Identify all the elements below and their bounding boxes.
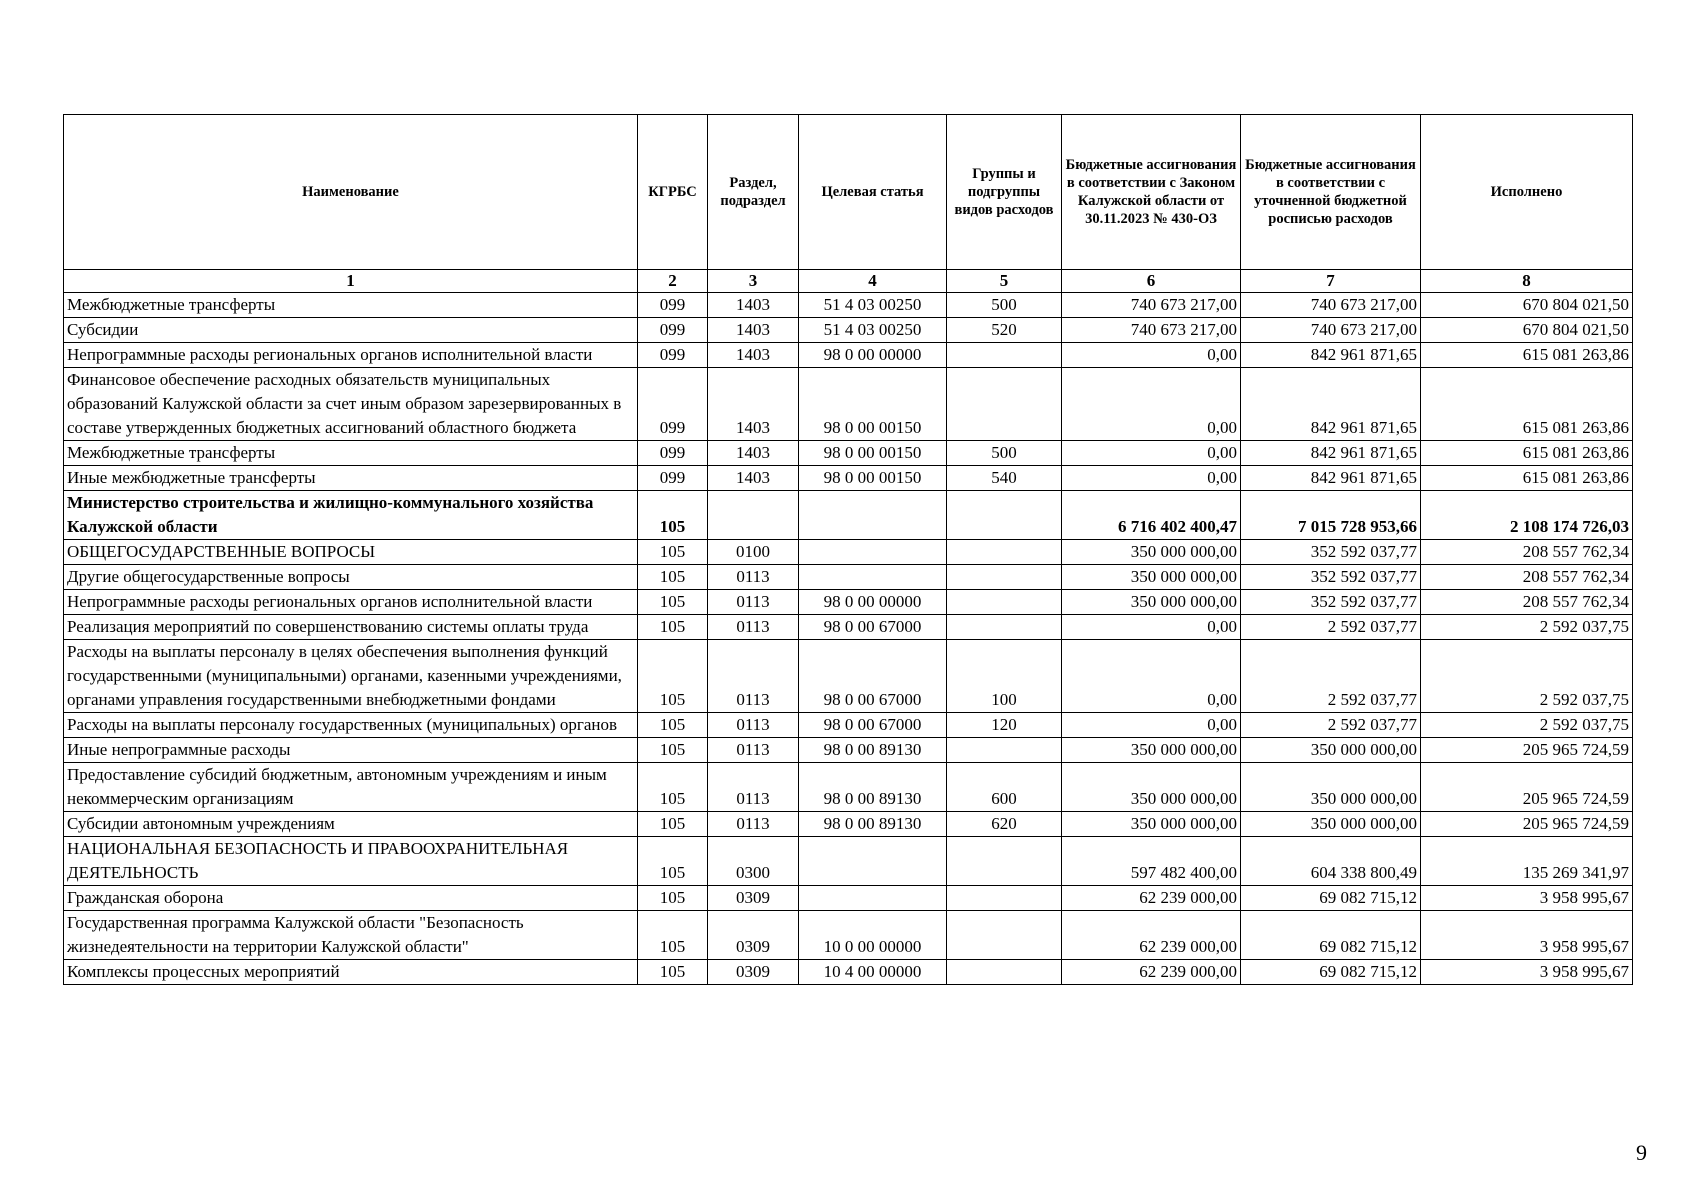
cell-name: Межбюджетные трансферты — [64, 293, 638, 318]
table-row — [64, 540, 1633, 565]
cell-group — [947, 615, 1062, 640]
table-row — [64, 293, 1633, 318]
cell-section: 0309 — [708, 886, 799, 911]
cell-section: 0309 — [708, 911, 799, 960]
cell-law-amount: 0,00 — [1062, 466, 1241, 491]
header-groups: Группы и подгруппы видов расходов — [947, 115, 1062, 270]
cell-target: 98 0 00 89130 — [799, 738, 947, 763]
cell-refined-amount: 352 592 037,77 — [1241, 565, 1421, 590]
cell-executed-amount: 135 269 341,97 — [1421, 837, 1633, 886]
cell-refined-amount: 352 592 037,77 — [1241, 590, 1421, 615]
column-number: 2 — [638, 270, 708, 293]
cell-group — [947, 540, 1062, 565]
cell-law-amount: 350 000 000,00 — [1062, 565, 1241, 590]
table-row — [64, 466, 1633, 491]
table-row — [64, 565, 1633, 590]
cell-kgrbs: 105 — [638, 640, 708, 713]
cell-kgrbs: 105 — [638, 491, 708, 540]
cell-kgrbs: 099 — [638, 368, 708, 441]
cell-target: 10 4 00 00000 — [799, 960, 947, 985]
cell-refined-amount: 740 673 217,00 — [1241, 318, 1421, 343]
cell-section: 0113 — [708, 763, 799, 812]
header-executed: Исполнено — [1421, 115, 1633, 270]
cell-name: Субсидии — [64, 318, 638, 343]
cell-name: ОБЩЕГОСУДАРСТВЕННЫЕ ВОПРОСЫ — [64, 540, 638, 565]
cell-executed-amount: 615 081 263,86 — [1421, 441, 1633, 466]
cell-law-amount: 350 000 000,00 — [1062, 590, 1241, 615]
table-body — [64, 293, 1633, 985]
cell-section: 0309 — [708, 960, 799, 985]
table-row — [64, 763, 1633, 812]
column-number: 3 — [708, 270, 799, 293]
cell-law-amount: 350 000 000,00 — [1062, 540, 1241, 565]
table-row — [64, 960, 1633, 985]
cell-law-amount: 350 000 000,00 — [1062, 738, 1241, 763]
column-number: 5 — [947, 270, 1062, 293]
cell-refined-amount: 740 673 217,00 — [1241, 293, 1421, 318]
cell-executed-amount: 208 557 762,34 — [1421, 565, 1633, 590]
cell-refined-amount: 350 000 000,00 — [1241, 763, 1421, 812]
cell-group — [947, 837, 1062, 886]
column-number: 4 — [799, 270, 947, 293]
cell-executed-amount: 615 081 263,86 — [1421, 368, 1633, 441]
cell-name: Иные межбюджетные трансферты — [64, 466, 638, 491]
cell-section: 1403 — [708, 343, 799, 368]
cell-law-amount: 6 716 402 400,47 — [1062, 491, 1241, 540]
cell-law-amount: 62 239 000,00 — [1062, 960, 1241, 985]
cell-section: 1403 — [708, 441, 799, 466]
column-number: 6 — [1062, 270, 1241, 293]
cell-law-amount: 0,00 — [1062, 713, 1241, 738]
cell-group: 540 — [947, 466, 1062, 491]
cell-law-amount: 62 239 000,00 — [1062, 886, 1241, 911]
cell-target: 98 0 00 00150 — [799, 466, 947, 491]
cell-target: 98 0 00 00150 — [799, 441, 947, 466]
cell-name: Непрограммные расходы региональных органов исполнительной власти — [64, 343, 638, 368]
cell-name: Финансовое обеспечение расходных обязательств муниципальных образований Калужской области за счет иным образом зарезервированных в составе утвержденных бюджетных ассигнований областного бюджета — [64, 368, 638, 441]
cell-target: 98 0 00 67000 — [799, 713, 947, 738]
cell-name: Расходы на выплаты персоналу в целях обеспечения выполнения функций государственными (муниципальными) органами, казенными учреждениями, органами управления государственными внебюджетными фондами — [64, 640, 638, 713]
cell-refined-amount: 2 592 037,77 — [1241, 640, 1421, 713]
cell-kgrbs: 099 — [638, 441, 708, 466]
cell-name: Государственная программа Калужской области "Безопасность жизнедеятельности на территории Калужской области" — [64, 911, 638, 960]
cell-law-amount: 350 000 000,00 — [1062, 763, 1241, 812]
cell-refined-amount: 604 338 800,49 — [1241, 837, 1421, 886]
cell-executed-amount: 3 958 995,67 — [1421, 960, 1633, 985]
cell-section: 0113 — [708, 812, 799, 837]
cell-kgrbs: 099 — [638, 318, 708, 343]
header-section: Раздел, подраздел — [708, 115, 799, 270]
cell-kgrbs: 105 — [638, 713, 708, 738]
cell-executed-amount: 205 965 724,59 — [1421, 763, 1633, 812]
cell-group — [947, 738, 1062, 763]
cell-refined-amount: 7 015 728 953,66 — [1241, 491, 1421, 540]
cell-section: 1403 — [708, 293, 799, 318]
cell-law-amount: 0,00 — [1062, 615, 1241, 640]
cell-section: 0113 — [708, 713, 799, 738]
cell-kgrbs: 099 — [638, 466, 708, 491]
table-row — [64, 713, 1633, 738]
cell-law-amount: 740 673 217,00 — [1062, 293, 1241, 318]
cell-kgrbs: 099 — [638, 343, 708, 368]
cell-executed-amount: 205 965 724,59 — [1421, 812, 1633, 837]
cell-target — [799, 540, 947, 565]
table-row — [64, 343, 1633, 368]
cell-section: 1403 — [708, 368, 799, 441]
cell-law-amount: 0,00 — [1062, 368, 1241, 441]
cell-section: 1403 — [708, 466, 799, 491]
cell-target: 98 0 00 89130 — [799, 812, 947, 837]
page-number: 9 — [1636, 1140, 1647, 1165]
cell-section: 0113 — [708, 590, 799, 615]
cell-kgrbs: 099 — [638, 293, 708, 318]
cell-law-amount: 0,00 — [1062, 640, 1241, 713]
cell-kgrbs: 105 — [638, 812, 708, 837]
cell-name: Гражданская оборона — [64, 886, 638, 911]
cell-group — [947, 886, 1062, 911]
cell-target: 98 0 00 00000 — [799, 590, 947, 615]
cell-target: 10 0 00 00000 — [799, 911, 947, 960]
cell-name: Комплексы процессных мероприятий — [64, 960, 638, 985]
cell-executed-amount: 205 965 724,59 — [1421, 738, 1633, 763]
cell-name: НАЦИОНАЛЬНАЯ БЕЗОПАСНОСТЬ И ПРАВООХРАНИТЕЛЬНАЯ ДЕЯТЕЛЬНОСТЬ — [64, 837, 638, 886]
cell-section: 0300 — [708, 837, 799, 886]
cell-refined-amount: 2 592 037,77 — [1241, 713, 1421, 738]
cell-group — [947, 565, 1062, 590]
cell-name: Субсидии автономным учреждениям — [64, 812, 638, 837]
table-row — [64, 368, 1633, 441]
column-number: 1 — [64, 270, 638, 293]
table-row — [64, 590, 1633, 615]
cell-executed-amount: 670 804 021,50 — [1421, 318, 1633, 343]
cell-executed-amount: 670 804 021,50 — [1421, 293, 1633, 318]
cell-target: 98 0 00 00000 — [799, 343, 947, 368]
cell-kgrbs: 105 — [638, 837, 708, 886]
cell-section: 0100 — [708, 540, 799, 565]
cell-name: Непрограммные расходы региональных органов исполнительной власти — [64, 590, 638, 615]
cell-group: 120 — [947, 713, 1062, 738]
cell-law-amount: 0,00 — [1062, 343, 1241, 368]
cell-refined-amount: 2 592 037,77 — [1241, 615, 1421, 640]
table-row — [64, 738, 1633, 763]
table-row — [64, 837, 1633, 886]
header-law: Бюджетные ассигнования в соответствии с Законом Калужской области от 30.11.2023 № 430-ОЗ — [1062, 115, 1241, 270]
cell-section: 0113 — [708, 640, 799, 713]
cell-name: Реализация мероприятий по совершенствованию системы оплаты труда — [64, 615, 638, 640]
table-row — [64, 441, 1633, 466]
cell-executed-amount: 2 592 037,75 — [1421, 713, 1633, 738]
cell-group: 620 — [947, 812, 1062, 837]
cell-executed-amount: 2 592 037,75 — [1421, 640, 1633, 713]
cell-kgrbs: 105 — [638, 886, 708, 911]
cell-group — [947, 590, 1062, 615]
cell-refined-amount: 842 961 871,65 — [1241, 368, 1421, 441]
table-row — [64, 911, 1633, 960]
table-row — [64, 886, 1633, 911]
cell-group — [947, 368, 1062, 441]
cell-law-amount: 62 239 000,00 — [1062, 911, 1241, 960]
header-refined: Бюджетные ассигнования в соответствии с уточненной бюджетной росписью расходов — [1241, 115, 1421, 270]
cell-kgrbs: 105 — [638, 911, 708, 960]
cell-target — [799, 886, 947, 911]
header-target: Целевая статья — [799, 115, 947, 270]
column-number: 8 — [1421, 270, 1633, 293]
cell-executed-amount: 615 081 263,86 — [1421, 466, 1633, 491]
cell-target: 51 4 03 00250 — [799, 318, 947, 343]
cell-executed-amount: 3 958 995,67 — [1421, 911, 1633, 960]
cell-executed-amount: 615 081 263,86 — [1421, 343, 1633, 368]
table-row — [64, 640, 1633, 713]
cell-target: 98 0 00 00150 — [799, 368, 947, 441]
cell-executed-amount: 208 557 762,34 — [1421, 590, 1633, 615]
table-row — [64, 615, 1633, 640]
cell-law-amount: 597 482 400,00 — [1062, 837, 1241, 886]
cell-refined-amount: 69 082 715,12 — [1241, 960, 1421, 985]
cell-section: 1403 — [708, 318, 799, 343]
cell-group: 500 — [947, 293, 1062, 318]
cell-kgrbs: 105 — [638, 763, 708, 812]
cell-executed-amount: 2 108 174 726,03 — [1421, 491, 1633, 540]
table-row — [64, 491, 1633, 540]
cell-name: Министерство строительства и жилищно-коммунального хозяйства Калужской области — [64, 491, 638, 540]
cell-group — [947, 343, 1062, 368]
cell-executed-amount: 2 592 037,75 — [1421, 615, 1633, 640]
cell-target — [799, 837, 947, 886]
table-row — [64, 318, 1633, 343]
cell-section: 0113 — [708, 565, 799, 590]
cell-refined-amount: 842 961 871,65 — [1241, 441, 1421, 466]
cell-target: 98 0 00 89130 — [799, 763, 947, 812]
cell-kgrbs: 105 — [638, 960, 708, 985]
cell-group — [947, 491, 1062, 540]
cell-section — [708, 491, 799, 540]
cell-kgrbs: 105 — [638, 590, 708, 615]
cell-refined-amount: 842 961 871,65 — [1241, 343, 1421, 368]
cell-group: 600 — [947, 763, 1062, 812]
cell-kgrbs: 105 — [638, 540, 708, 565]
budget-table — [63, 114, 1633, 985]
cell-name: Межбюджетные трансферты — [64, 441, 638, 466]
cell-target: 51 4 03 00250 — [799, 293, 947, 318]
cell-executed-amount: 3 958 995,67 — [1421, 886, 1633, 911]
table-header — [64, 115, 1633, 293]
cell-group — [947, 960, 1062, 985]
cell-law-amount: 0,00 — [1062, 441, 1241, 466]
cell-refined-amount: 69 082 715,12 — [1241, 886, 1421, 911]
cell-name: Другие общегосударственные вопросы — [64, 565, 638, 590]
cell-target: 98 0 00 67000 — [799, 640, 947, 713]
column-number: 7 — [1241, 270, 1421, 293]
cell-law-amount: 740 673 217,00 — [1062, 318, 1241, 343]
cell-section: 0113 — [708, 738, 799, 763]
cell-name: Предоставление субсидий бюджетным, автономным учреждениям и иным некоммерческим организациям — [64, 763, 638, 812]
cell-executed-amount: 208 557 762,34 — [1421, 540, 1633, 565]
table-row — [64, 812, 1633, 837]
cell-name: Расходы на выплаты персоналу государственных (муниципальных) органов — [64, 713, 638, 738]
cell-law-amount: 350 000 000,00 — [1062, 812, 1241, 837]
cell-kgrbs: 105 — [638, 565, 708, 590]
cell-name: Иные непрограммные расходы — [64, 738, 638, 763]
cell-kgrbs: 105 — [638, 615, 708, 640]
cell-group: 100 — [947, 640, 1062, 713]
cell-refined-amount: 352 592 037,77 — [1241, 540, 1421, 565]
cell-group — [947, 911, 1062, 960]
cell-refined-amount: 350 000 000,00 — [1241, 738, 1421, 763]
cell-group: 520 — [947, 318, 1062, 343]
cell-refined-amount: 350 000 000,00 — [1241, 812, 1421, 837]
cell-refined-amount: 842 961 871,65 — [1241, 466, 1421, 491]
cell-group: 500 — [947, 441, 1062, 466]
header-kgrbs: КГРБС — [638, 115, 708, 270]
cell-kgrbs: 105 — [638, 738, 708, 763]
cell-target: 98 0 00 67000 — [799, 615, 947, 640]
cell-target — [799, 491, 947, 540]
cell-section: 0113 — [708, 615, 799, 640]
header-name: Наименование — [64, 115, 638, 270]
cell-refined-amount: 69 082 715,12 — [1241, 911, 1421, 960]
cell-target — [799, 565, 947, 590]
